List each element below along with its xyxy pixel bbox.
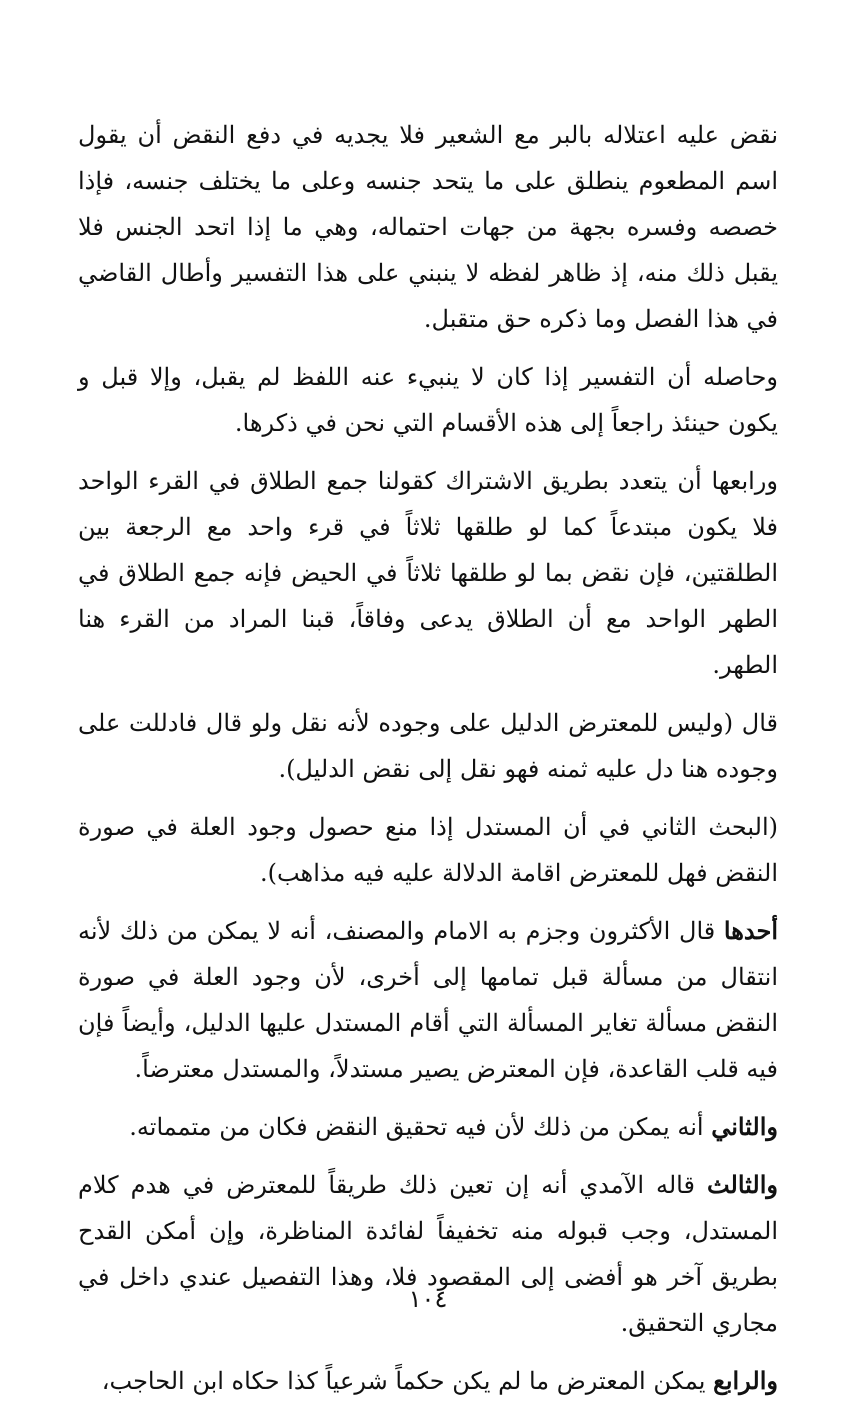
paragraph-lead: أحدها xyxy=(723,916,778,945)
page-body xyxy=(78,112,778,1416)
paragraph-1 xyxy=(78,112,778,342)
paragraph-4 xyxy=(78,700,778,792)
paragraph-lead: والثاني xyxy=(711,1112,778,1141)
paragraph-9 xyxy=(78,1358,778,1404)
paragraph-8 xyxy=(78,1162,778,1346)
paragraph-text: قال (وليس للمعترض الدليل على وجوده لأنه نقل ولو قال فادللت على وجوده هنا دل عليه ثمنه فهو نقل إلى نقض الدليل). xyxy=(78,709,778,783)
paragraph-text: نقض عليه اعتلاله بالبر مع الشعير فلا يجديه في دفع النقض أن يقول اسم المطعوم ينطلق على ما يتحد جنسه وعلى ما يختلف جنسه، فإذا خصصه وفسره بجهة من جهات احتماله، وهي ما إذا اتحد الجنس فلا يقبل ذلك منه، إذ ظاهر لفظه لا ينبني على هذا التفسير وأطال القاضي في هذا الفصل وما ذكره حق متقبل. xyxy=(78,121,778,333)
paragraph-7 xyxy=(78,1104,778,1150)
paragraph-3 xyxy=(78,458,778,688)
paragraph-lead: والرابع xyxy=(713,1366,778,1395)
page-number: ١٠٤ xyxy=(408,1285,448,1313)
paragraph-text: ورابعها أن يتعدد بطريق الاشتراك كقولنا جمع الطلاق في القرء الواحد فلا يكون مبتدعاً كما لو طلقها ثلاثاً في قرء واحد مع الرجعة بين الطلقتين، فإن نقض بما لو طلقها ثلاثاً في الحيض فإنه جمع الطلاق في الطهر الواحد مع أن الطلاق يدعى وفاقاً، قبنا المراد من القرء هنا الطهر. xyxy=(78,467,778,679)
paragraph-text: (البحث الثاني في أن المستدل إذا منع حصول وجود العلة في صورة النقض فهل للمعترض اقامة الدلالة عليه فيه مذاهب). xyxy=(78,813,778,887)
paragraph-5 xyxy=(78,804,778,896)
paragraph-lead: والثالث xyxy=(706,1170,778,1199)
paragraph-2 xyxy=(78,354,778,446)
paragraph-text: وحاصله أن التفسير إذا كان لا ينبيء عنه اللفظ لم يقبل، وإلا قبل و يكون حينئذ راجعاً إلى هذه الأقسام التي نحن في ذكرها. xyxy=(78,363,778,437)
paragraph-text: أنه يمكن من ذلك لأن فيه تحقيق النقض فكان من متمماته. xyxy=(129,1113,712,1141)
paragraph-6 xyxy=(78,908,778,1092)
paragraph-text: يمكن المعترض ما لم يكن حكماً شرعياً كذا حكاه ابن الحاجب، xyxy=(101,1367,714,1395)
paragraph-text: قاله الآمدي أنه إن تعين ذلك طريقاً للمعترض في هدم كلام المستدل، وجب قبوله منه تخفيفاً لفائدة المناظرة، وإن أمكن القدح بطريق آخر هو أفضى إلى المقصود فلا، وهذا التفصيل عندي داخل في مجاري التحقيق. xyxy=(78,1171,778,1337)
paragraph-text: قال الأكثرون وجزم به الامام والمصنف، أنه لا يمكن من ذلك لأنه انتقال من مسألة قبل تمامها إلى أخرى، لأن وجود العلة في صورة النقض مسألة تغاير المسألة التي أقام المستدل عليها الدليل، وأيضاً فإن فيه قلب القاعدة، فإن المعترض يصير مستدلاً، والمستدل معترضاً. xyxy=(78,917,778,1083)
